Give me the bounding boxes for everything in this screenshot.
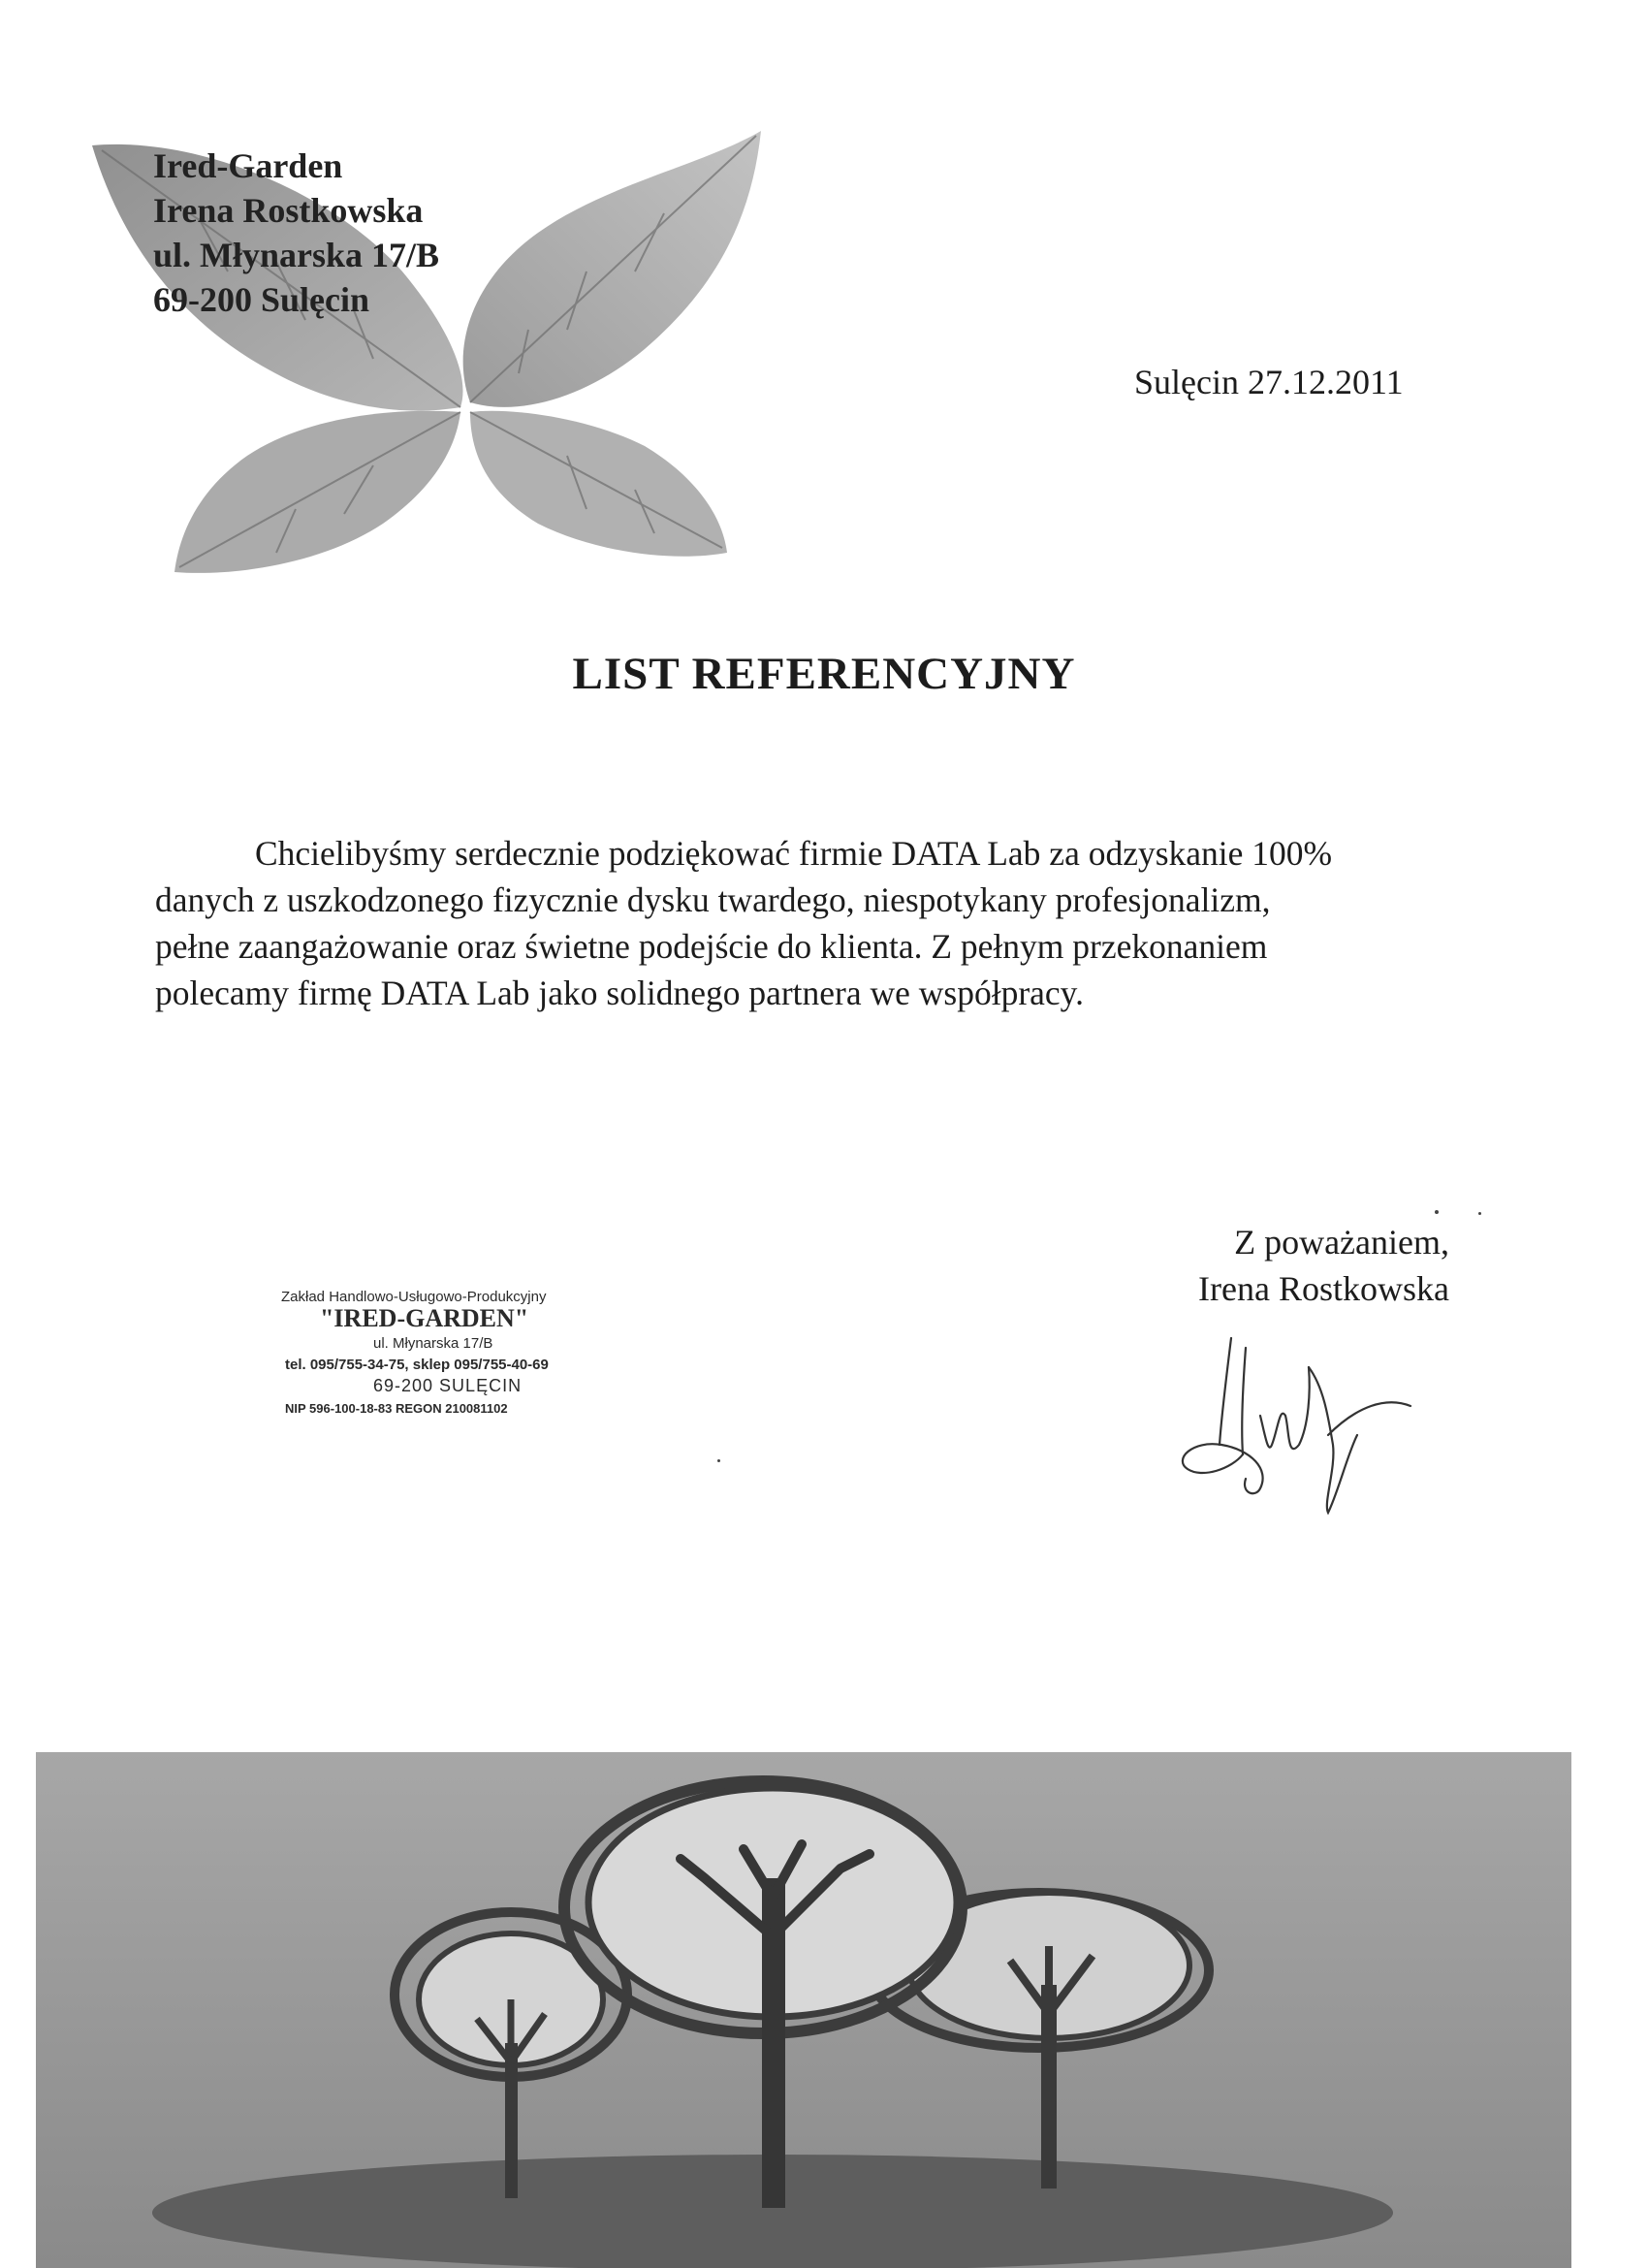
closing-block — [1173, 1219, 1449, 1312]
body-line: Chcielibyśmy serdecznie podziękować firmie DATA Lab za odzyskanie 100% — [255, 834, 1333, 873]
sender-address — [153, 144, 439, 322]
sender-city: 69-200 Sulęcin — [153, 280, 370, 319]
body-line: polecamy firmę DATA Lab jako solidnego partnera we współpracy. — [155, 974, 1084, 1012]
sender-company: Ired-Garden — [153, 146, 343, 185]
speck — [717, 1459, 720, 1462]
body-line: pełne zaangażowanie oraz świetne podejście do klienta. Z pełnym przekonaniem — [155, 927, 1268, 966]
document-title: LIST REFERENCYJNY — [572, 649, 1076, 699]
sender-street: ul. Młynarska 17/B — [153, 236, 440, 274]
stamp-line: 69-200 SULĘCIN — [373, 1376, 523, 1395]
stamp-line: Zakład Handlowo-Usługowo-Produkcyjny — [281, 1289, 547, 1305]
company-stamp — [281, 1282, 645, 1437]
stamp-line: ul. Młynarska 17/B — [373, 1335, 493, 1352]
signature — [1163, 1299, 1415, 1522]
letter-body — [155, 830, 1435, 1016]
stamp-line: tel. 095/755-34-75, sklep 095/755-40-69 — [285, 1357, 549, 1373]
sender-person: Irena Rostkowska — [153, 191, 424, 230]
closing-name: Irena Rostkowska — [1198, 1269, 1449, 1308]
speck — [1478, 1212, 1481, 1215]
stamp-line: NIP 596-100-18-83 REGON 210081102 — [285, 1401, 508, 1416]
stamp-line: "IRED-GARDEN" — [320, 1304, 529, 1332]
place-date: Sulęcin 27.12.2011 — [1134, 363, 1404, 401]
speck — [1435, 1210, 1439, 1214]
closing-greeting: Z poważaniem, — [1234, 1223, 1449, 1262]
trees-banner — [36, 1752, 1571, 2268]
body-line: danych z uszkodzonego fizycznie dysku twardego, niespotykany profesjonalizm, — [155, 880, 1271, 919]
